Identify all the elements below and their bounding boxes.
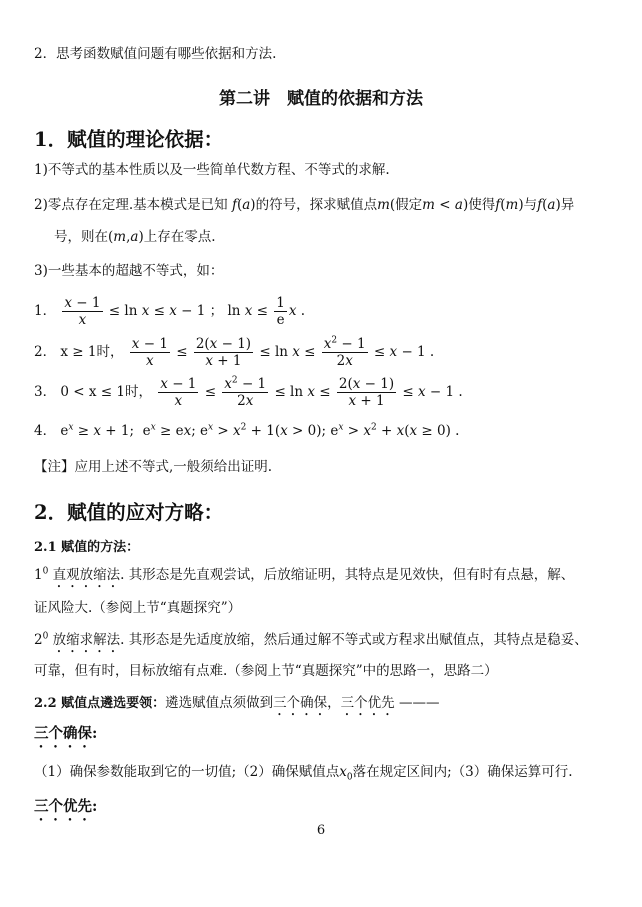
lecture-title: 第二讲 赋值的依据和方法: [219, 89, 423, 109]
fm-close: ): [518, 197, 524, 213]
question-2: 2．思考函数赋值问题有哪些依据和方法.: [34, 46, 277, 62]
method2-text: . 其形态是先适度放缩，然后通过解不等式或方程求出赋值点，其特点是稳妥、: [120, 632, 588, 648]
note: 【注】应用上述不等式,一般须给出证明.: [34, 459, 273, 475]
section2-heading: 2．赋值的应对方略：: [34, 501, 224, 524]
frac-x-minus-1-over-x: $\frac{x - 1}{x}$: [64, 295, 101, 328]
lt-sign: <: [434, 197, 455, 213]
le-3a: ≤: [204, 384, 216, 400]
fa2-expr: f: [537, 197, 543, 213]
le-2c: ≤ x − 1 .: [373, 344, 435, 360]
frac3-a: $\frac{x - 1}{x}$: [160, 376, 197, 409]
sub22-text-a: 遴选赋值点须做到: [165, 695, 274, 711]
le-3c: ≤ x − 1 .: [402, 384, 463, 400]
item2-text-d: )使得: [462, 197, 496, 213]
ineq1-num: 1．: [34, 303, 57, 319]
method-2-line-1: [34, 630, 588, 656]
item-3: 3)一些基本的超越不等式，如：: [34, 263, 224, 279]
inequality-4: [34, 421, 459, 441]
m-var: m: [377, 197, 390, 213]
ensure-text: [34, 762, 573, 782]
method1-label: 直观放缩法: [52, 567, 121, 583]
three-priority: 三个优先:: [34, 798, 98, 815]
sub22-text-c: ———: [394, 695, 440, 711]
method1-marker: $1^0$: [34, 566, 49, 583]
ineq3-cond: 0 < x ≤ 1时，: [60, 384, 152, 400]
ineq1-part1: ≤ ln x ≤ x − 1: [108, 303, 206, 319]
fa2-open: (: [542, 197, 548, 213]
ineq2-cond: x ≥ 1时，: [60, 344, 124, 360]
fm-expr: f: [495, 197, 501, 213]
method-1-line-2: 证风险大.（参阅上节“真题探究”）: [34, 600, 242, 616]
ensure-text-a: （1）确保参数能取到它的一切值;（2）确保赋值点: [34, 764, 340, 780]
sub22-bold: 2.2 赋值点遴选要领：: [34, 696, 166, 711]
ineq2-num: 2．: [34, 344, 57, 360]
method2-marker: $2^0$: [34, 631, 49, 648]
ineq4-num: 4．: [34, 423, 57, 439]
method1-text: . 其形态是先直观尝试，后放缩证明，其特点是见效快，但有时有点悬，解、: [120, 567, 575, 583]
item2-line2-b: 上存在零点.: [143, 229, 216, 245]
le-3b: ≤ ln x ≤: [274, 384, 331, 400]
fa-expr: f: [231, 197, 237, 213]
frac2-b: $\frac{2(x - 1)}{x + 1}$: [195, 336, 252, 369]
page-number: 6: [316, 823, 326, 838]
inequality-1: [34, 294, 305, 328]
fm-open: (: [500, 197, 506, 213]
item2-text-a: 2)零点存在定理.基本模式是已知: [34, 197, 228, 213]
m-lt-a: m: [422, 197, 435, 213]
ensure-text-b: 落在规定区间内;（3）确保运算可行.: [352, 764, 573, 780]
sub22-text-b: ，: [327, 695, 341, 711]
frac-1-over-e: $\frac{1}{e}$: [276, 295, 285, 328]
item2-text-b: 的符号，探求赋值点: [255, 197, 378, 213]
fa2-a: a: [547, 197, 556, 213]
item2-text-f: 异: [560, 197, 575, 213]
ineq1-x: x .: [288, 303, 306, 319]
x0-var: $x_0$: [339, 764, 353, 783]
ineq3-num: 3．: [34, 384, 57, 400]
sub22-dot1: 三个确保: [273, 695, 328, 711]
inequality-3: [34, 372, 463, 412]
three-ensure: 三个确保:: [34, 725, 98, 742]
le-2b: ≤ ln x ≤: [259, 344, 316, 360]
frac3-c: $\frac{2(x - 1)}{x + 1}$: [338, 376, 395, 409]
sub-2-1: 2.1 赋值的方法：: [34, 540, 140, 555]
fa-arg: (: [236, 197, 243, 213]
method-2-line-2: 可靠，但有时，目标放缩有点难.（参阅上节“真题探究”中的思路一，思路二）: [34, 663, 498, 679]
fm-m: m: [505, 197, 519, 213]
fa-a: a: [242, 197, 251, 213]
fa-close: ): [250, 197, 256, 213]
fa2-close: ): [555, 197, 561, 213]
frac2-c: $\frac{x^2 - 1}{2x}$: [323, 335, 366, 369]
item2-line2-a: 号，则在: [54, 229, 108, 245]
ineq4-expr: $e^x \ge x + 1$; $e^x$ ≥ ex; $e^x > x^2 + 1(x > 0)$; $e^x > x^2 + x(x \ge 0)$ .: [60, 422, 460, 439]
item-1: 1)不等式的基本性质以及一些简单代数方程、不等式的求解.: [34, 162, 390, 178]
sub22-dot2: 三个优先: [340, 695, 395, 711]
ineq1-part2: ln x ≤: [227, 303, 268, 319]
a-var: a: [454, 197, 463, 213]
le-2a: ≤: [176, 344, 188, 360]
method2-label: 放缩求解法: [52, 632, 121, 648]
method-1-line-1: [34, 565, 574, 591]
frac3-b: $\frac{x^2 - 1}{2x}$: [224, 375, 267, 409]
inequality-2: [34, 332, 434, 372]
interval-ma: (m,a): [108, 229, 144, 245]
section1-heading: 1．赋值的理论依据：: [34, 128, 224, 151]
item-2-line-2: [54, 227, 216, 247]
frac2-a: $\frac{x - 1}{x}$: [131, 336, 168, 369]
ineq1-sep: ；: [209, 303, 224, 319]
item2-text-c: (假定: [389, 197, 423, 213]
item-2-line-1: [34, 195, 574, 215]
sub-2-2: [34, 693, 439, 719]
item2-text-e: 与: [523, 197, 538, 213]
